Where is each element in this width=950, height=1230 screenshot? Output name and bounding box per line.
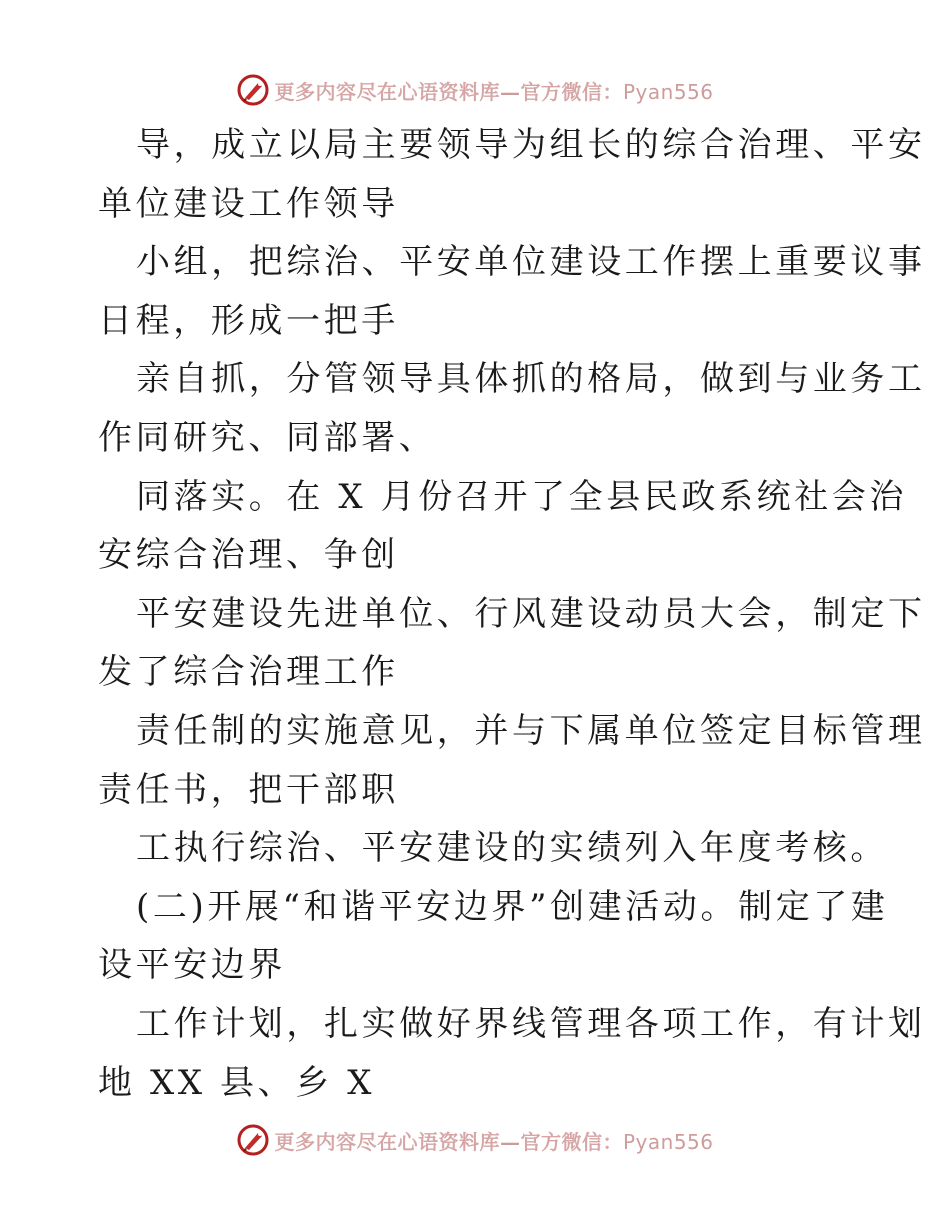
pen-logo-icon (236, 73, 270, 107)
document-body (98, 116, 926, 1112)
text-line: 平安建设先进单位、行风建设动员大会，制定下 (136, 593, 926, 634)
text-line: (二)开展“和谐平安边界”创建活动。制定了建 (136, 886, 889, 927)
watermark-site-text: 更多内容尽在心语资料库 (274, 79, 500, 104)
header-watermark (0, 70, 950, 110)
text-line: 责任书，把干部职 (98, 769, 399, 810)
watermark-site-text: 更多内容尽在心语资料库 (274, 1129, 500, 1154)
footer-watermark (0, 1120, 950, 1160)
text-line: 小组，把综治、平安单位建设工作摆上重要议事 (136, 242, 926, 283)
text-line: 设平安边界 (98, 945, 286, 986)
text-line: 安综合治理、争创 (98, 535, 399, 576)
text-line: 工作计划，扎实做好界线管理各项工作，有计划 (136, 1003, 926, 1044)
watermark-dash: — (499, 79, 521, 104)
text-line: 亲自抓，分管领导具体抓的格局，做到与业务工 (136, 359, 926, 400)
text-line: 发了综合治理工作 (98, 652, 399, 693)
watermark-dash: — (499, 1129, 521, 1154)
text-line: 单位建设工作领导 (98, 183, 399, 224)
text-line: 责任制的实施意见，并与下属单位签定目标管理 (136, 710, 926, 751)
text-line: 作同研究、同部署、 (98, 417, 437, 458)
text-line: 日程，形成一把手 (98, 300, 399, 341)
watermark-account: Pyan556 (622, 79, 714, 104)
text-line: 导，成立以局主要领导为组长的综合治理、平安 (136, 125, 926, 165)
pen-logo-icon (236, 1123, 270, 1157)
watermark-label: 官方微信： (520, 79, 623, 104)
text-line: 地 XX 县、乡 X (98, 1062, 376, 1103)
watermark-account: Pyan556 (622, 1129, 714, 1154)
watermark-label: 官方微信： (520, 1129, 623, 1154)
text-line: 工执行综治、平安建设的实绩列入年度考核。 (136, 828, 888, 869)
text-line: 同落实。在 X 月份召开了全县民政系统社会治 (136, 476, 908, 517)
